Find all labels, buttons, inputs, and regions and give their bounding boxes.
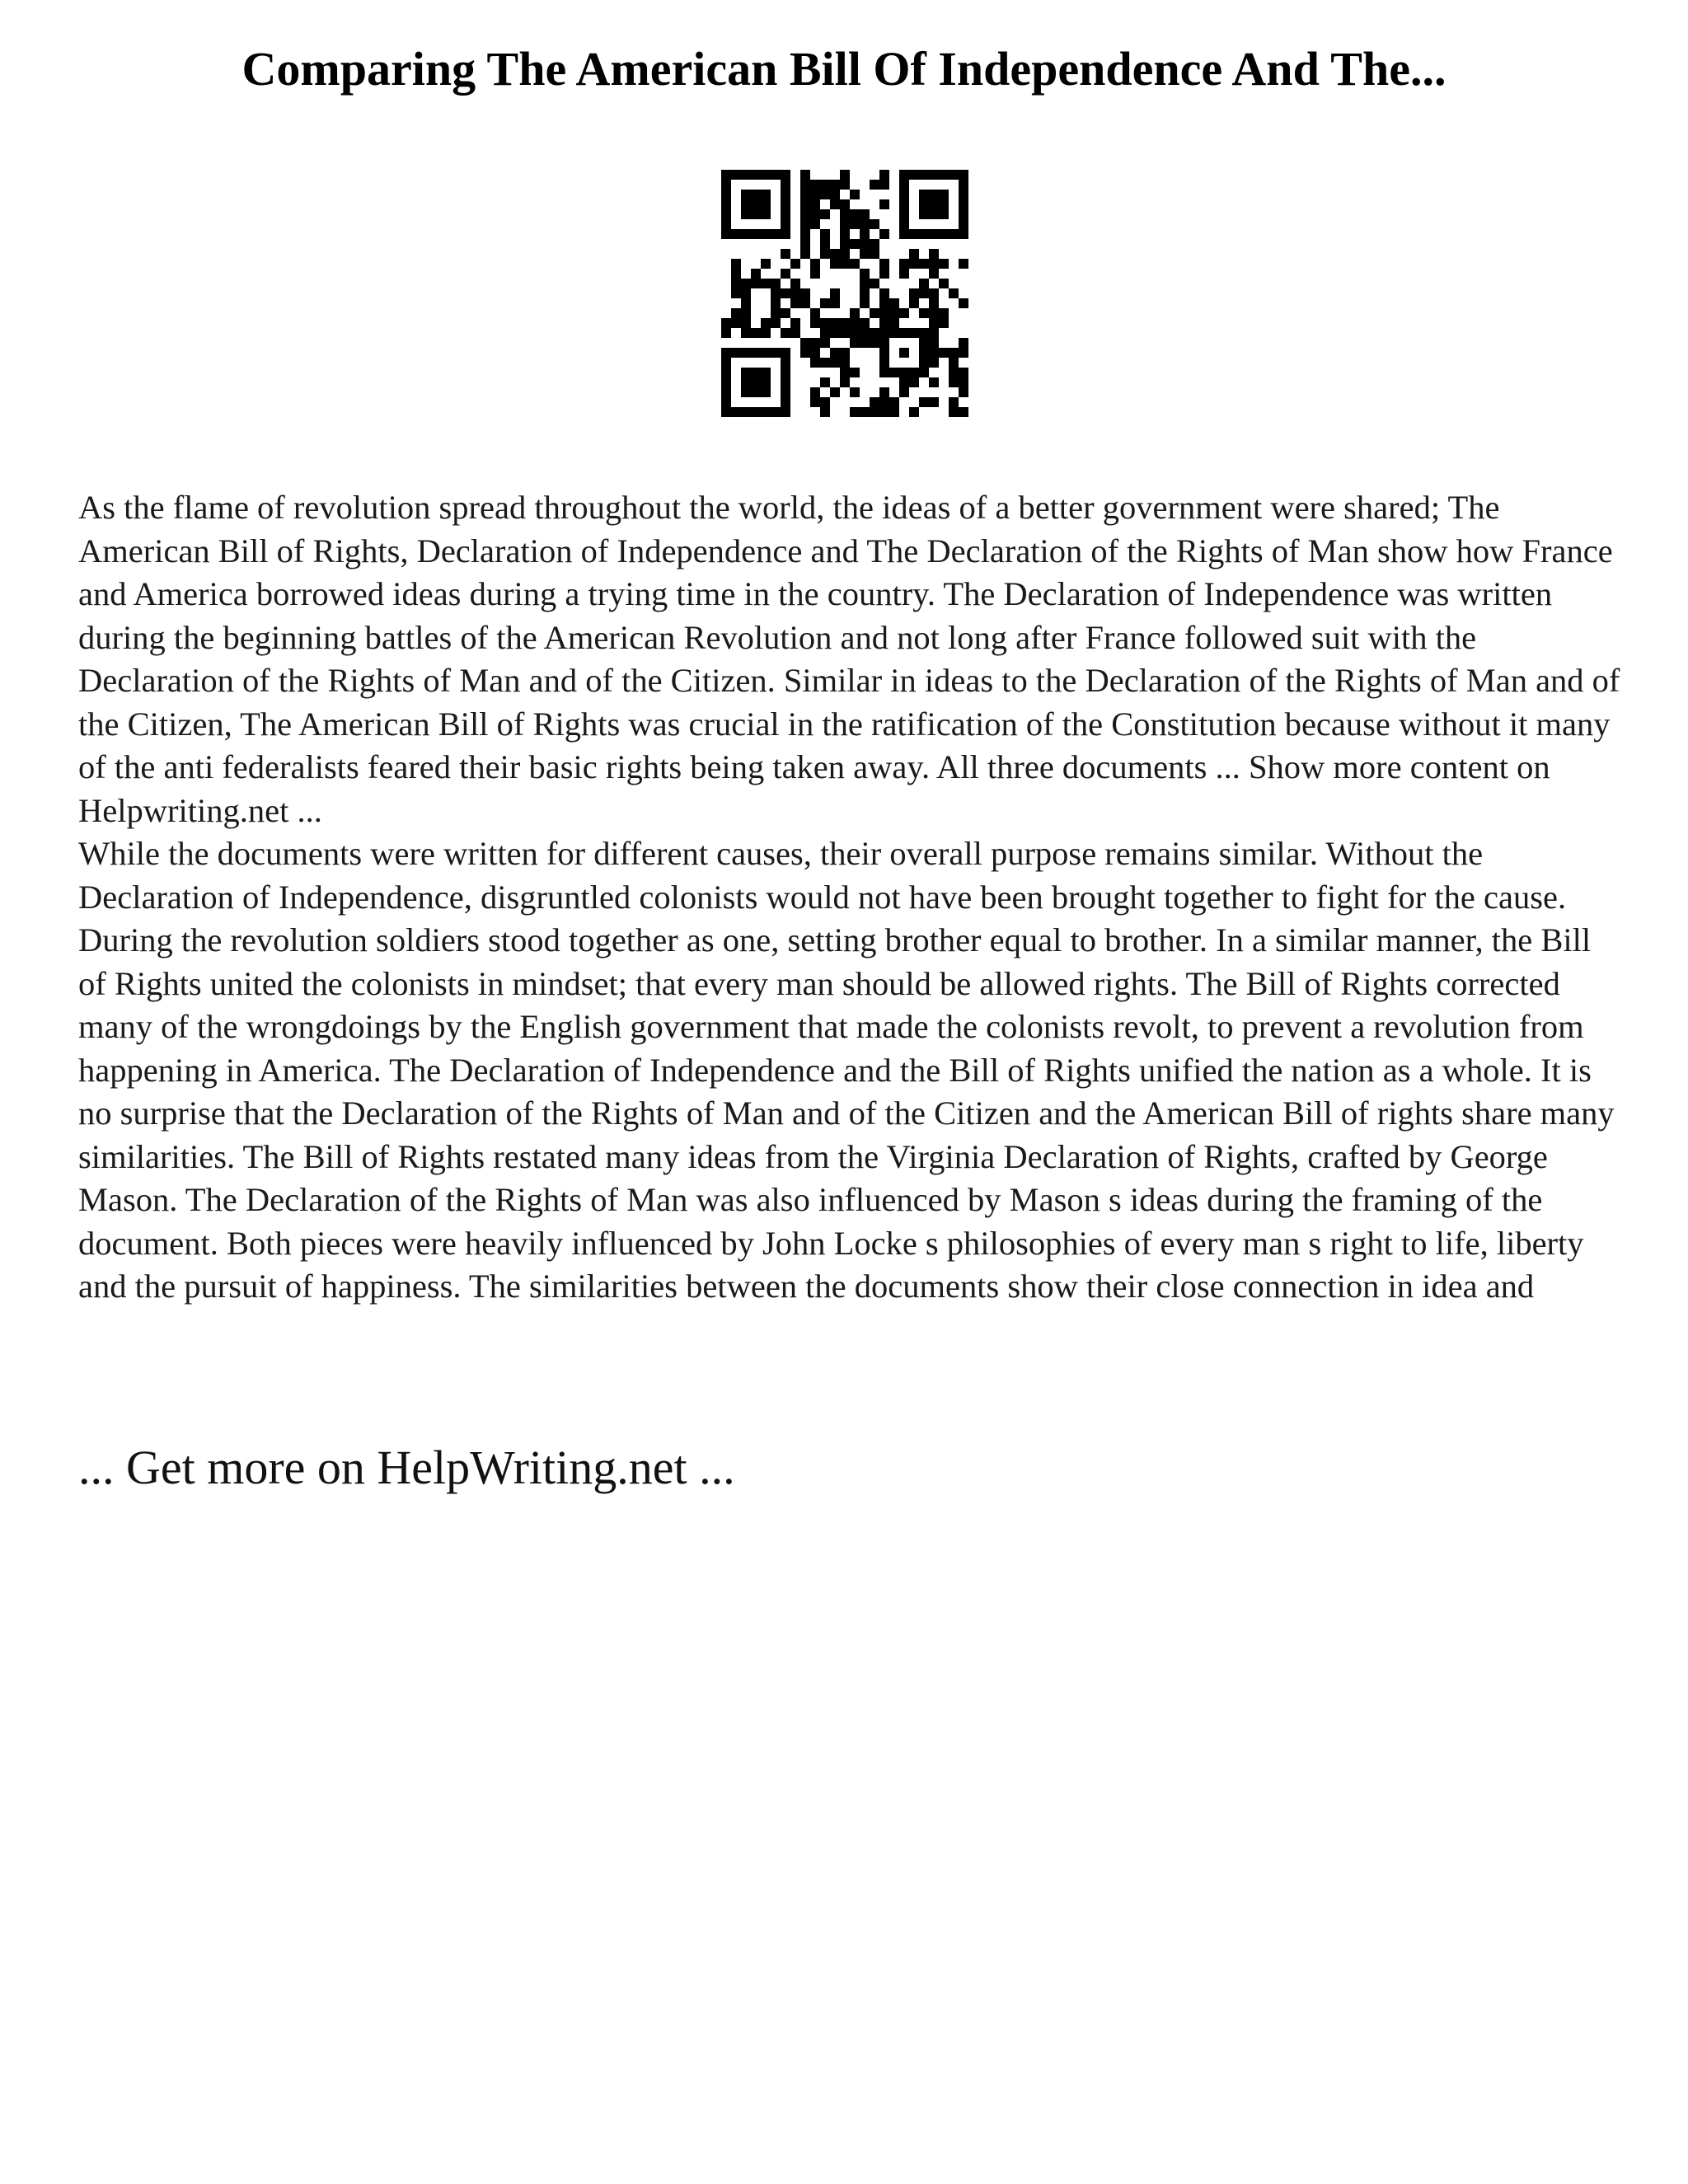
document-title: Comparing The American Bill Of Independence And The... xyxy=(241,42,1447,96)
article-paragraph-1: As the flame of revolution spread throughout the world, the ideas of a better government were shared; The American Bill of Rights, Declaration of Independence and The Declaration of the Rights of Man show how France and America borrowed ideas during a trying time in the country. The Declaration of Independence was written during the beginning battles of the American Revolution and not long after France followed suit with the Declaration of the Rights of Man and of the Citizen. Similar in ideas to the Declaration of the Rights of Man and of the Citizen, The American Bill of Rights was crucial in the ratification of the Constitution because without it many of the anti federalists feared their basic rights being taken away. All three documents ... Show more content on Helpwriting.net ... xyxy=(78,489,1620,829)
qr-code-icon xyxy=(721,170,968,417)
article-paragraph-2: While the documents were written for different causes, their overall purpose remains similar. Without the Declaration of Independence, disgruntled colonists would not have been brought together to fight for the cause. During the revolution soldiers stood together as one, setting brother equal to brother. In a similar manner, the Bill of Rights united the colonists in mindset; that every man should be allowed rights. The Bill of Rights corrected many of the wrongdoings by the English government that made the colonists revolt, to prevent a revolution from happening in America. The Declaration of Independence and the Bill of Rights unified the nation as a whole. It is no surprise that the Declaration of the Rights of Man and of the Citizen and the American Bill of rights share many similarities. The Bill of Rights restated many ideas from the Virginia Declaration of Rights, crafted by George Mason. The Declaration of the Rights of Man was also influenced by Mason s ideas during the framing of the document. Both pieces were heavily influenced by John Locke s philosophies of every man s right to life, liberty and the pursuit of happiness. The similarities between the documents show their close connection in idea and xyxy=(78,835,1615,1305)
get-more-link[interactable]: ... Get more on HelpWriting.net ... xyxy=(78,1441,735,1494)
article-body xyxy=(78,486,1624,1309)
